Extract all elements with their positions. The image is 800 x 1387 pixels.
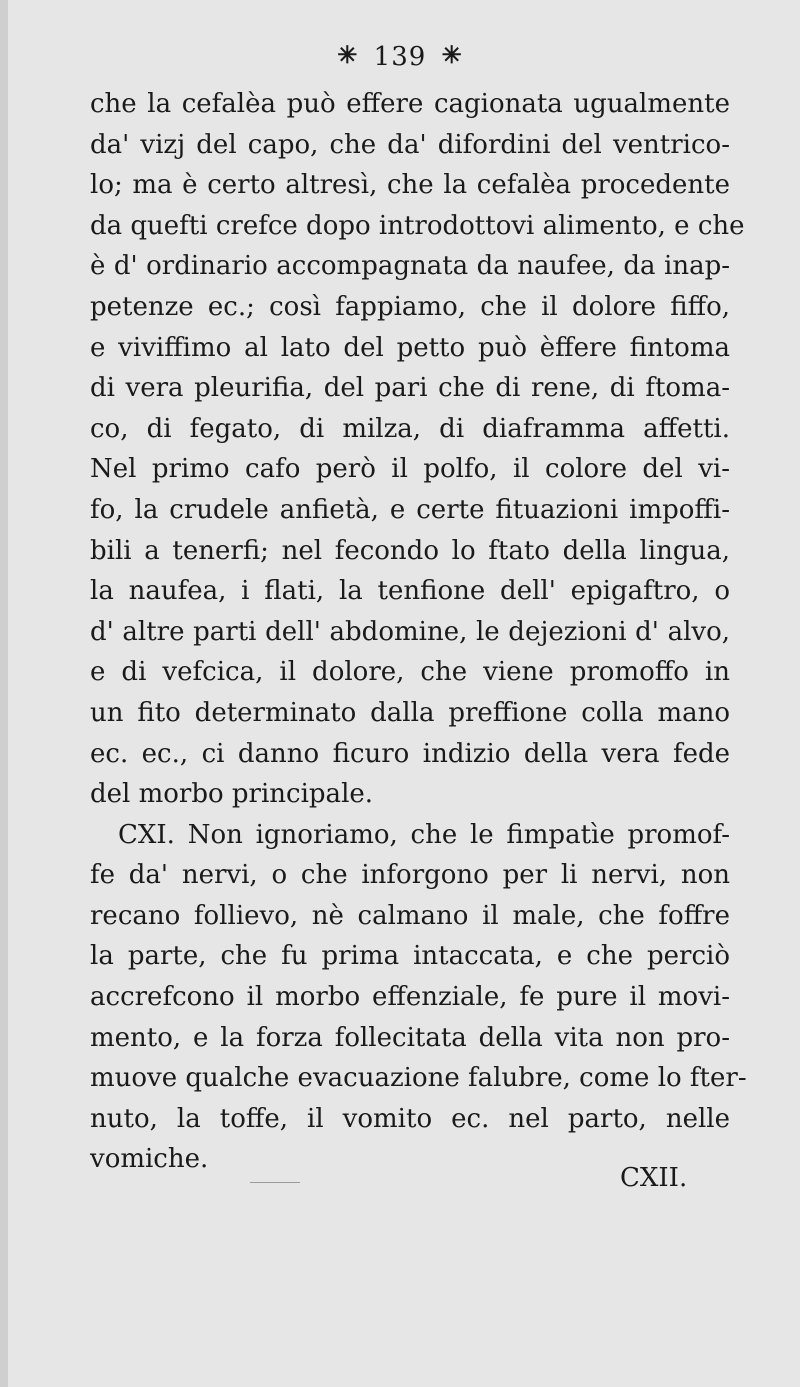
text-line: da quefti crefce dopo introdottovi alimento, e che xyxy=(90,210,745,241)
catchword: CXII. xyxy=(620,1163,688,1193)
text-line: bili a tenerfi; nel fecondo lo ftato della lingua, xyxy=(90,535,730,566)
text-line: petenze ec.; così fappiamo, che il dolore fiffo, xyxy=(90,291,730,322)
text-line: un fito determinato dalla preffione colla mano xyxy=(90,697,730,728)
paper-mark xyxy=(250,1182,300,1183)
page-binding-edge xyxy=(0,0,8,1387)
ornament-right-icon: ✳ xyxy=(441,40,463,69)
text-line: la naufea, i flati, la tenfione dell' epigaftro, o xyxy=(90,576,730,607)
text-line: nuto, la toffe, il vomito ec. nel parto, nelle xyxy=(90,1103,730,1134)
text-line: ec. ec., ci danno ficuro indizio della vera fede xyxy=(90,738,730,769)
text-line: recano follievo, nè calmano il male, che foffre xyxy=(90,900,730,931)
text-line: fe da' nervi, o che inforgono per li nervi, non xyxy=(90,860,730,891)
page-number: 139 xyxy=(373,42,427,72)
text-line: di vera pleurifia, del pari che di rene, di ftoma- xyxy=(90,373,730,404)
text-line: è d' ordinario accompagnata da naufee, da inap- xyxy=(90,251,730,282)
text-line: lo; ma è certo altresì, che la cefalèa procedente xyxy=(90,170,730,201)
paragraph-start-line: CXI. Non ignoriamo, che le fimpatìe promof- xyxy=(118,819,730,850)
text-line: e di vefcica, il dolore, che viene promoffo in xyxy=(90,657,730,688)
text-line: del morbo principale. xyxy=(90,779,374,810)
text-line: muove qualche evacuazione falubre, come lo fter- xyxy=(90,1063,747,1094)
text-line: la parte, che fu prima intaccata, e che perciò xyxy=(90,941,730,972)
text-line: mento, e la forza follecitata della vita non pro- xyxy=(90,1022,730,1053)
text-line: accrefcono il morbo effenziale, fe pure il movi- xyxy=(90,982,730,1013)
ornament-left-icon: ✳ xyxy=(337,40,359,69)
text-line: vomiche. xyxy=(90,1144,209,1175)
text-line: Nel primo cafo però il polfo, il colore del vi- xyxy=(90,454,730,485)
body-text xyxy=(90,84,747,1180)
text-line: co, di fegato, di milza, di diaframma affetti. xyxy=(90,413,730,444)
text-line: che la cefalèa può effere cagionata ugualmente xyxy=(90,89,730,119)
text-line: fo, la crudele anfietà, e certe fituazioni impoffi- xyxy=(90,494,730,525)
text-line: da' vizj del capo, che da' difordini del ventrico- xyxy=(90,129,730,160)
page-header xyxy=(0,40,800,72)
text-line: e viviffimo al lato del petto può èffere fintoma xyxy=(90,332,730,363)
text-line: d' altre parti dell' abdomine, le dejezioni d' alvo, xyxy=(90,616,730,647)
